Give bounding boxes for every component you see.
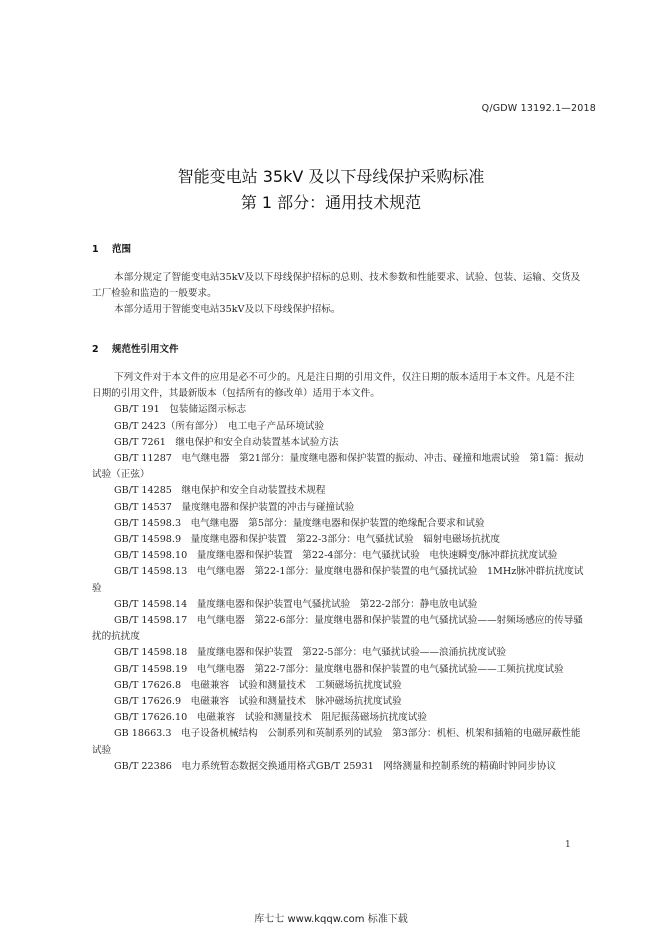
section-2-title: 规范性引用文件: [112, 344, 179, 355]
reference-item: GB/T 7261 继电保护和安全自动装置基本试验方法: [114, 436, 339, 448]
reference-item: GB/T 191 包装储运图示标志: [114, 404, 247, 416]
section-2-heading: [92, 341, 179, 355]
reference-item: GB/T 14598.13 电气继电器 第22-1部分：量度继电器和保护装置的电气骚扰试验 1MHz脉冲群抗扰度试验: [92, 566, 584, 594]
section-1-title: 范围: [112, 244, 132, 255]
reference-item: GB/T 14598.10 量度继电器和保护装置 第22-4部分：电气骚扰试验 电快速瞬变/脉冲群抗扰度试验: [114, 550, 558, 562]
section-2-body: [92, 370, 584, 775]
section-1-paragraph: 本部分规定了智能变电站35kV及以下母线保护招标的总则、技术参数和性能要求、试验、包装、运输、交货及工厂检验和监造的一般要求。: [92, 272, 581, 300]
page-number: 1: [565, 840, 571, 850]
reference-item: GB/T 2423（所有部分） 电工电子产品环境试验: [114, 420, 325, 432]
document-subtitle: 第 1 部分：通用技术规范: [240, 193, 422, 212]
reference-item: GB/T 14598.19 电气继电器 第22-7部分：量度继电器和保护装置的电气骚扰试验——工频抗扰度试验: [114, 663, 564, 675]
reference-item: GB/T 14285 继电保护和安全自动装置技术规程: [114, 485, 326, 497]
reference-item: GB/T 14598.18 量度继电器和保护装置 第22-5部分：电气骚扰试验——浪涌抗扰度试验: [114, 647, 507, 659]
reference-item: GB/T 17626.8 电磁兼容 试验和测量技术 工频磁场抗扰度试验: [114, 679, 402, 691]
reference-item: GB/T 14598.17 电气继电器 第22-6部分：量度继电器和保护装置的电气骚扰试验——射频场感应的传导骚扰的抗扰度: [92, 615, 583, 643]
section-1-heading: [92, 241, 131, 255]
document-code: Q/GDW 13192.1—2018: [481, 103, 596, 114]
reference-item: GB/T 11287 电气继电器 第21部分：量度继电器和保护装置的振动、冲击、碰撞和地震试验 第1篇：振动试验（正弦）: [92, 453, 584, 481]
section-2-number: 2: [92, 344, 99, 355]
footer-watermark: 库七七 www.kqqw.com 标准下载: [254, 914, 408, 925]
section-1-body: [92, 270, 584, 319]
reference-item: GB/T 17626.9 电磁兼容 试验和测量技术 脉冲磁场抗扰度试验: [114, 696, 402, 708]
section-2-intro: 下列文件对于本文件的应用是必不可少的。凡是注日期的引用文件，仅注日期的版本适用于本文件。凡是不注日期的引用文件，其最新版本（包括所有的修改单）适用于本文件。: [92, 372, 575, 400]
reference-item: GB/T 14537 量度继电器和保护装置的冲击与碰撞试验: [114, 501, 355, 513]
reference-item: GB/T 14598.9 量度继电器和保护装置 第22-3部分：电气骚扰试验 辐射电磁场抗扰度: [114, 534, 501, 546]
reference-item: GB 18663.3 电子设备机械结构 公制系列和英制系列的试验 第3部分：机柜、机架和插箱的电磁屏蔽性能试验: [92, 728, 581, 756]
reference-item: GB/T 22386 电力系统暂态数据交换通用格式GB/T 25931 网络测量和控制系统的精确时钟同步协议: [114, 760, 557, 772]
section-1-paragraph: 本部分适用于智能变电站35kV及以下母线保护招标。: [114, 304, 341, 316]
document-title: 智能变电站 35kV 及以下母线保护采购标准: [177, 167, 485, 186]
reference-item: GB/T 17626.10 电磁兼容 试验和测量技术 阻尼振荡磁场抗扰度试验: [114, 712, 428, 724]
reference-item: GB/T 14598.3 电气继电器 第5部分：量度继电器和保护装置的绝缘配合要求和试验: [114, 517, 485, 529]
reference-item: GB/T 14598.14 量度继电器和保护装置电气骚扰试验 第22-2部分：静电放电试验: [114, 598, 478, 610]
section-1-number: 1: [92, 244, 99, 255]
